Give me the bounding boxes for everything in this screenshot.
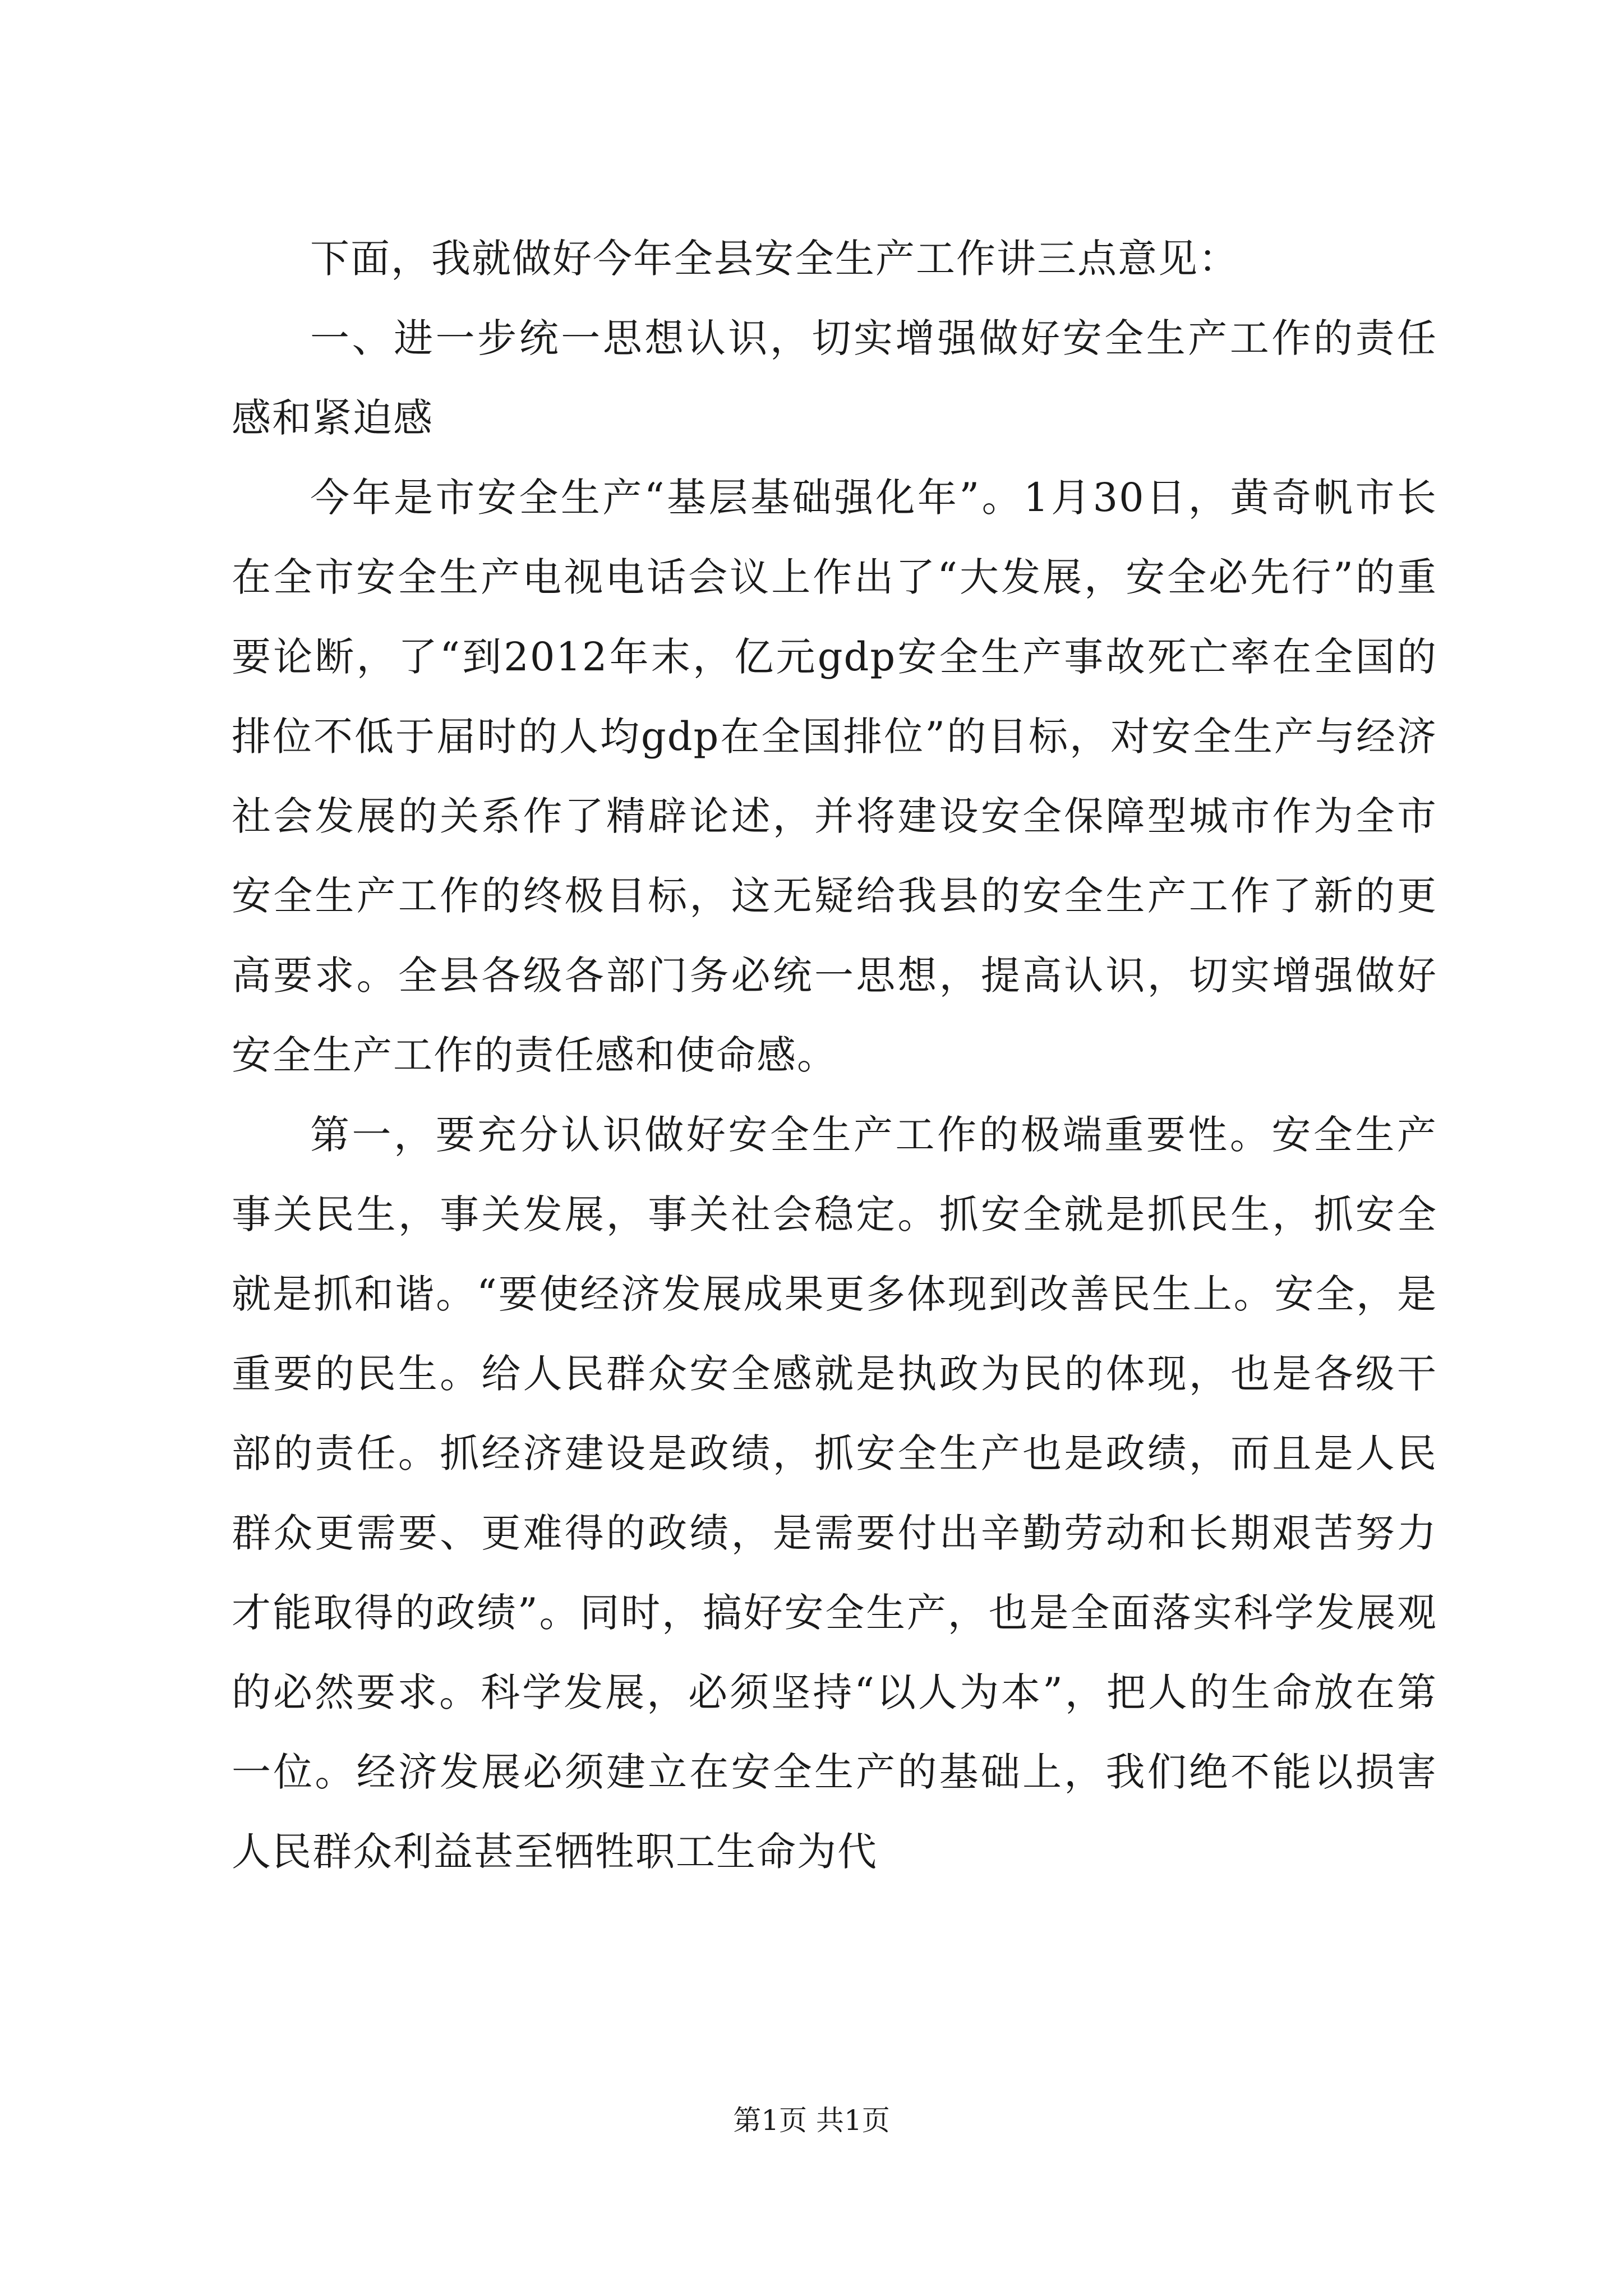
page-footer: 第1页 共1页 (733, 2104, 890, 2137)
paragraph-body: 今年是市安全生产“基层基础强化年”。1月30日，黄奇帆市长在全市安全生产电视电话会议上作出了“大发展，安全必先行”的重要论断，了“到2012年末，亿元gdp安全生产事故死亡率在全国的排位不低于届时的人均gdp在全国排位”的目标，对安全生产与经济社会发展的关系作了精辟论述，并将建设安全保障型城市作为全市安全生产工作的终极目标，这无疑给我县的安全生产工作了新的更高要求。全县各级各部门务必统一思想，提高认识，切实增强做好安全生产工作的责任感和使命感。 (232, 475, 1437, 1078)
section-heading: 一、进一步统一思想认识，切实增强做好安全生产工作的责任感和紧迫感 (232, 315, 1437, 441)
paragraph-body: 第一，要充分认识做好安全生产工作的极端重要性。安全生产事关民生，事关发展，事关社会稳定。抓安全就是抓民生，抓安全就是抓和谐。“要使经济发展成果更多体现到改善民生上。安全，是重要的民生。给人民群众安全感就是执政为民的体现，也是各级干部的责任。抓经济建设是政绩，抓安全生产也是政绩，而且是人民群众更需要、更难得的政绩，是需要付出辛勤劳动和长期艰苦努力才能取得的政绩”。同时，搞好安全生产，也是全面落实科学发展观的必然要求。科学发展，必须坚持“以人为本”，把人的生命放在第一位。经济发展必须建立在安全生产的基础上，我们绝不能以损害人民群众利益甚至牺牲职工生命为代 (232, 1112, 1437, 1875)
document-body (232, 219, 1437, 1892)
paragraph-intro: 下面，我就做好今年全县安全生产工作讲三点意见： (310, 236, 1239, 282)
